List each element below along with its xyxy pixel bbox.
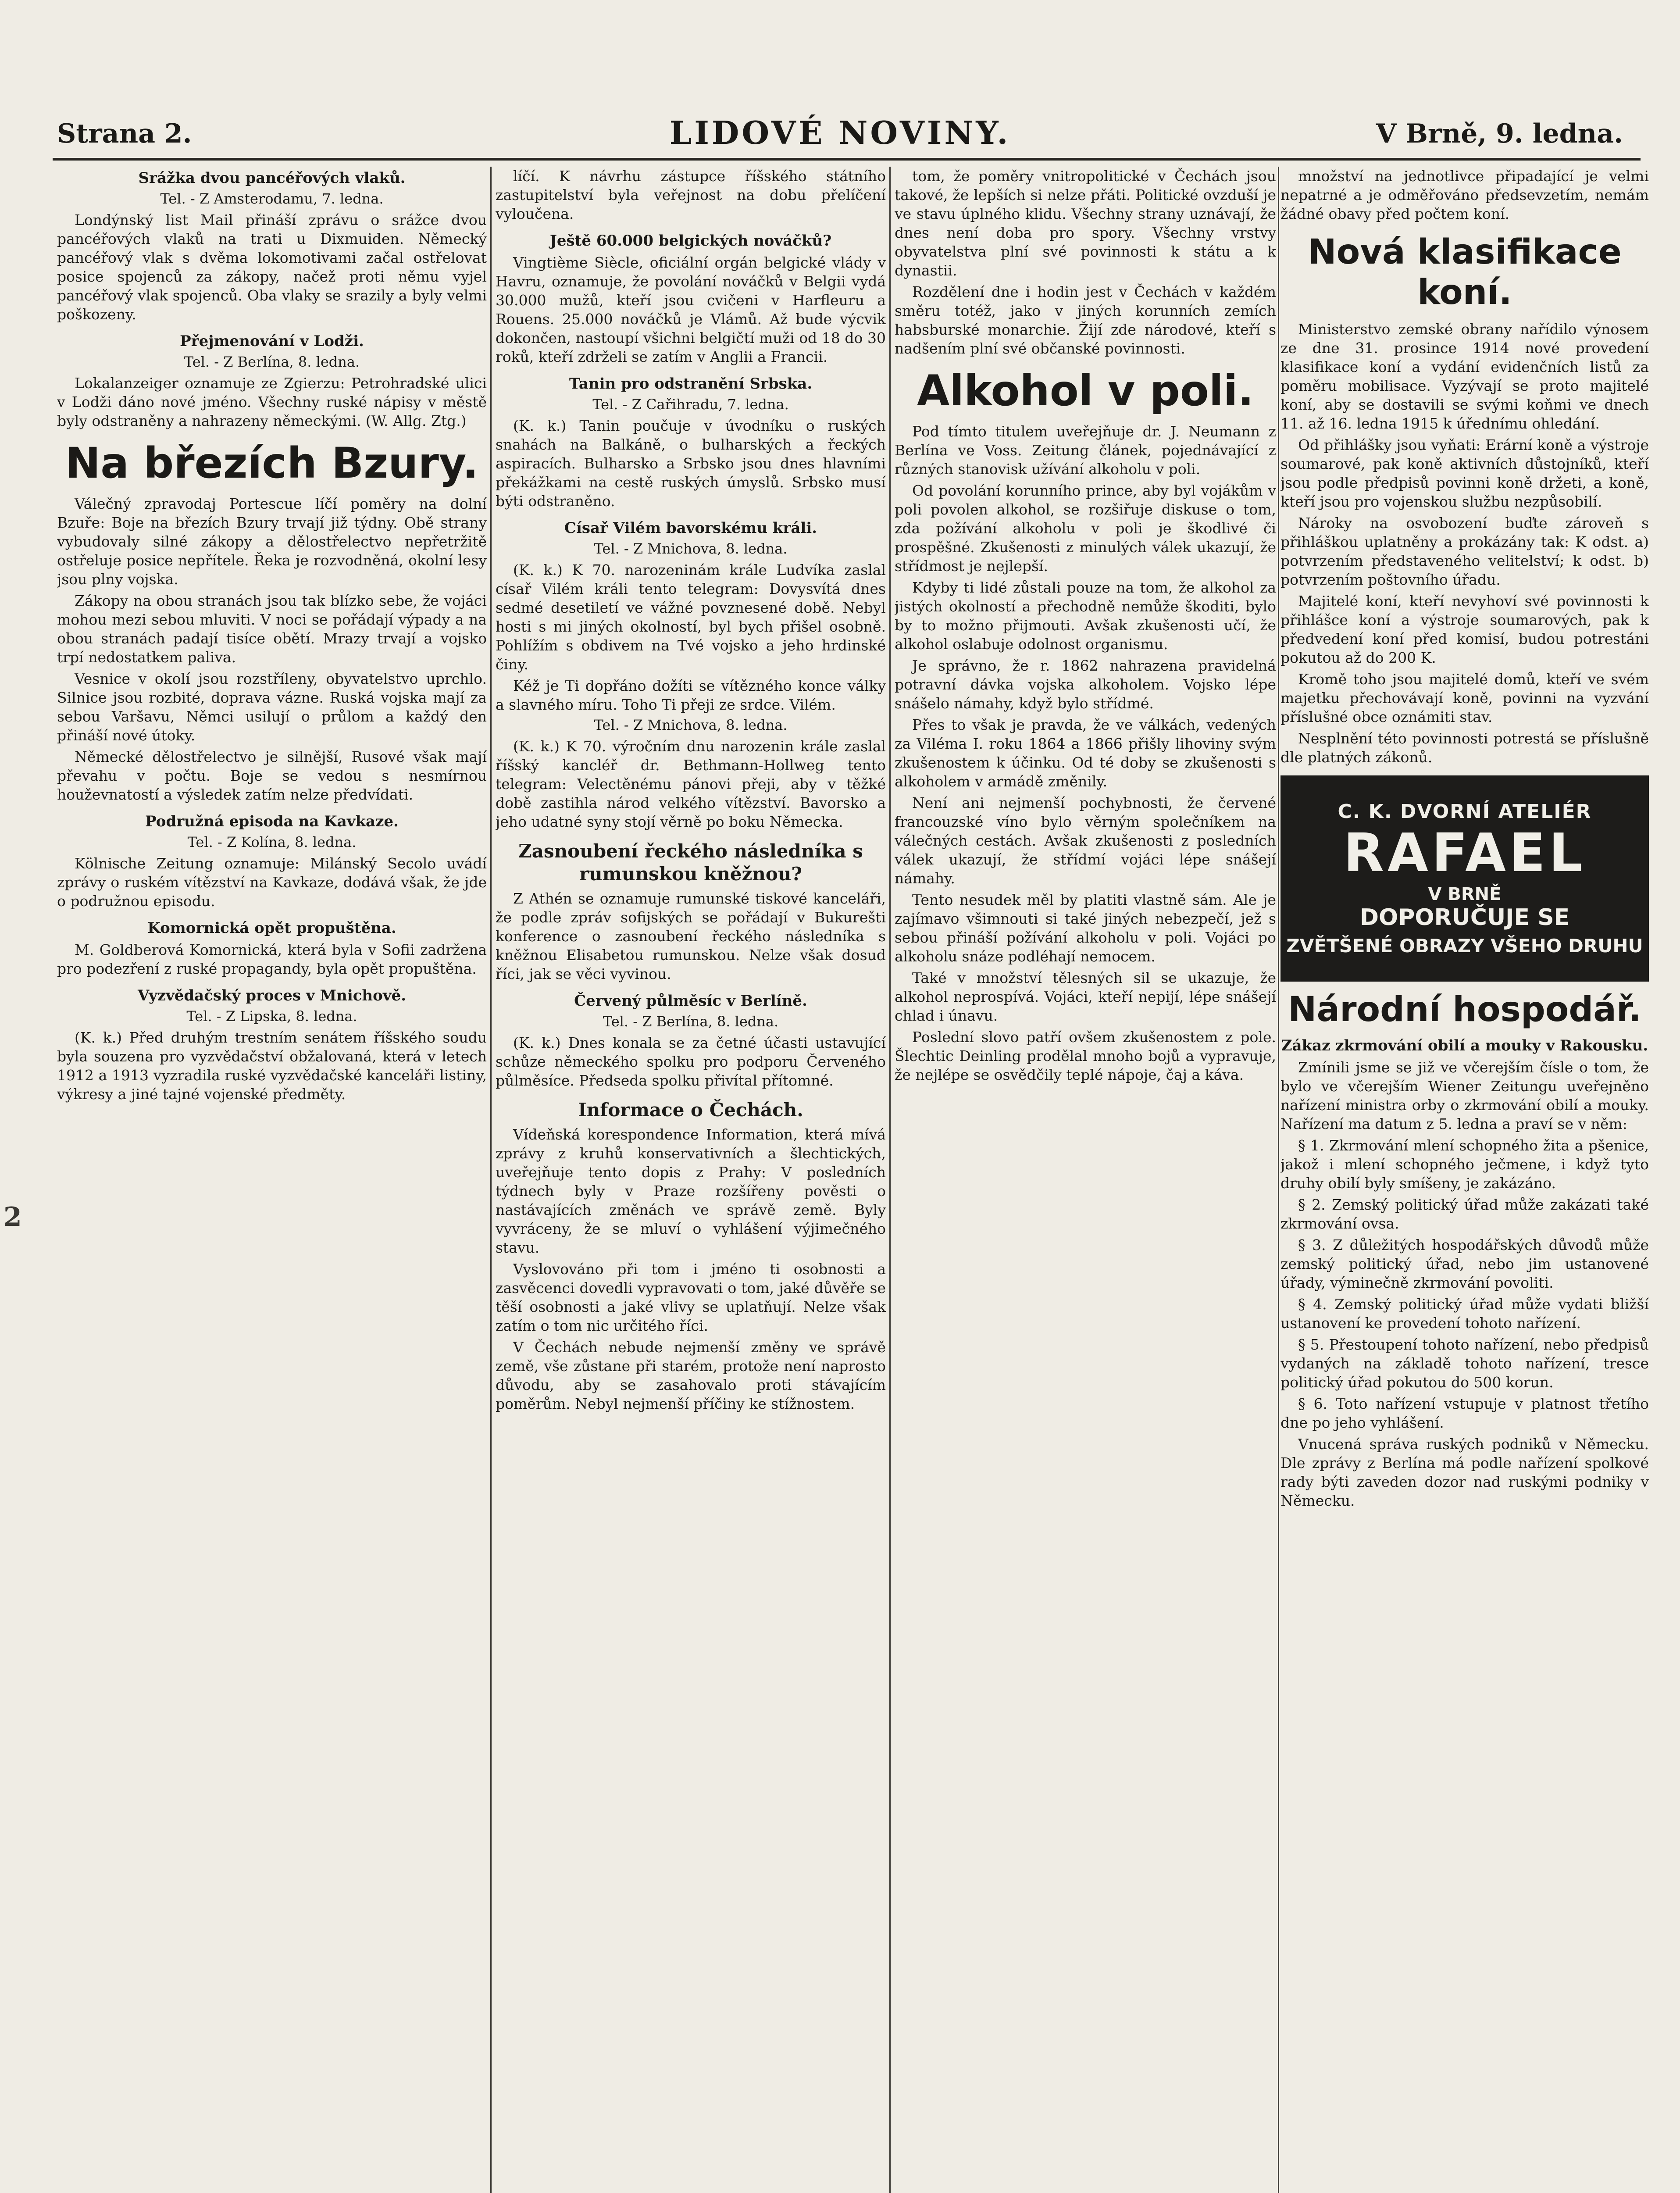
article-headline: Přejmenování v Lodži. [180,332,364,350]
article-paragraph: Kdyby ti lidé zůstali pouze na tom, že alkohol za jistých okolností a přechodně nemůže škoditi, bylo by to možno přijmouti. Avšak zkušenosti učí, že alkohol oslabuje odolnost organismu. [895,579,1276,653]
feature-headline: Na březích Bzury. [65,439,479,488]
masthead-rule [53,158,1641,161]
article-paragraph: Německé dělostřelectvo je silnější, Rusové však mají převahu v počtu. Boje se vedou s nesmírnou houževnatostí a výsledek zatím nelze předvídati. [57,748,487,803]
article-paragraph: Od povolání korunního prince, aby byl vojákům v poli povolen alkohol, se rozšiřuje diskuse o tom, zda požívání alkoholu v poli je škodlivé či prospěšné. Zkušenosti z minulých válek ukazují, že střídmost je nejlepší. [895,482,1276,575]
article-paragraph: Kromě toho jsou majitelé domů, kteří ve svém majetku přechovávají koně, povinni na vyzvání příslušné obce oznámiti stav. [1281,671,1649,725]
article [57,919,487,978]
article-headline: Zasnoubení řeckého následníka s rumunskou kněžnou? [518,840,863,885]
article-paragraph: Vingtième Siècle, oficiální orgán belgické vlády v Havru, oznamuje, že povolání nováčků v Belgii vydá 30.000 mužů, kteří jsou cvičeni v Harfleuru a Rouens. 25.000 nováčků je Vlámů. Až bude výcvik dokončen, nastoupí všichni belgičtí muži od 18 do 30 roků, kteří zdrželi se zatím v Anglii a Francii. [496,254,886,365]
article-paragraph: Přes to však je pravda, že ve válkách, vedených za Viléma I. roku 1864 a 1866 přišly lihoviny svým zkušenostem k účinku. Od té doby se zkušenosti s alkoholem v armádě změnily. [895,716,1276,790]
article-paragraph: § 2. Zemský politický úřad může zakázati také zkrmování ovsa. [1281,1196,1649,1232]
article [496,840,886,983]
article-paragraph: Nesplnění této povinnosti potrestá se příslušně dle platných zákonů. [1281,730,1649,766]
article-paragraph: Lokalanzeiger oznamuje ze Zgierzu: Petrohradské ulici v Lodži dáno nové jméno. Všechny ruské nápisy v městě byly odstraněny a nahrazeny německými. (W. Allg. Ztg.) [57,375,487,429]
article-headline: Srážka dvou pancéřových vlaků. [138,169,406,187]
article [57,987,487,1104]
article-paragraph: Ministerstvo zemské obrany nařídilo výnosem ze dne 31. prosince 1914 nové provedení klasifikace koní a vydání evidenčních listů za poměru mobilisace. Vyzývají se proto majitelé koní, aby se dostavili se svými koňmi ve dnech 11. až 16. ledna 1915 k úřednímu ohledání. [1281,321,1649,432]
ad-line: C. K. DVORNÍ ATELIÉR [1338,800,1592,823]
article-dateline: Tel. - Z Mnichova, 8. ledna. [594,540,788,557]
article-paragraph: § 1. Zkrmování mlení schopného žita a pšenice, jakož i mlení schopného ječmene, i když tyto druhy obilí byly smíšeny, je zakázáno. [1281,1137,1649,1192]
article-paragraph: Nároky na osvobození buďte zároveň s přihláškou uplatněny a prokázány tak: K odst. a) potvrzením představeného velitelství; k odst. b) potvrzením poštovního úřadu. [1281,514,1649,588]
article [496,375,886,511]
article [57,439,487,804]
ad-line: ZVĚTŠENÉ OBRAZY VŠEHO DRUHU [1286,935,1643,957]
article-paragraph: § 4. Zemský politický úřad může vydati bližší ustanovení ke provedení tohoto nařízení. [1281,1296,1649,1332]
article-headline: Císař Vilém bavorskému králi. [564,519,817,537]
article-paragraph: Není ani nejmenší pochybnosti, že červené francouzské víno bylo věrným společníkem na válečných cestách. Avšak zkušenosti z posledních válek ukazují, že střídmí vojáci lépe snášejí námahy. [895,794,1276,887]
column-4 [1281,167,1649,2193]
article-paragraph: Vyslovováno při tom i jméno ti osobnosti a zasvěcenci dovedli vypravovati o tom, jaké důvěře se těší osobnosti a jaké vlivy se uplatňují. Nelze však zatím o tom nic určitého říci. [496,1261,886,1334]
article-paragraph: Kölnische Zeitung oznamuje: Milánský Secolo uvádí zprávy o ruském vítězství na Kavkaze, dodává však, že jde o podružnou episodu. [57,855,487,910]
article [496,992,886,1090]
column-3 [895,167,1276,2193]
article-headline: Podružná episoda na Kavkaze. [145,813,399,830]
article-dateline: Tel. - Z Lipska, 8. ledna. [186,1008,357,1025]
article-headline: Zákaz zkrmování obilí a mouky v Rakousku. [1281,1037,1648,1054]
advertisement [1281,775,1649,982]
article-paragraph: M. Goldberová Komornická, která byla v Sofii zadržena pro podezření z ruské propagandy, byla opět propuštěna. [57,941,487,977]
ad-line: V BRNĚ [1428,884,1502,904]
article-paragraph: § 6. Toto nařízení vstupuje v platnost třetího dne po jeho vyhlášení. [1281,1395,1649,1431]
issue-date: V Brně, 9. ledna. [1376,118,1623,149]
article-paragraph: Z Athén se oznamuje rumunské tiskové kanceláři, že podle zpráv sofijských se pořádají v Bukurešti konference o zasnoubení řeckého následníka s kněžnou Elisabetou rumunskou. Nelze však dosud říci, jak se věci vyvinou. [496,890,886,982]
column-1 [57,167,487,2193]
article-headline: Červený půlměsíc v Berlíně. [574,992,807,1010]
article-paragraph: (K. k.) K 70. výročním dnu narozenin krále zaslal říšský kancléř dr. Bethmann-Hollweg tento telegram: Velectěnému pánovi přeji, aby v těžké době zastihla národ velkého vítězství. Bavorsko a jeho udatné syny stojí věrně po boku Německa. [496,738,886,830]
article-paragraph: Také v množství tělesných sil se ukazuje, že alkohol neprospívá. Vojáci, kteří nepijí, lépe snášejí chlad i únavu. [895,969,1276,1024]
article-paragraph: V Čechách nebude nejmenší změny ve správě země, vše zůstane při starém, protože není naprosto důvodu, aby se zasahovalo proti stávajícím poměrům. Nebyl nejmenší příčiny ke stížnostem. [496,1339,886,1412]
article-paragraph: Je správno, že r. 1862 nahrazena pravidelná potravní dávka vojska alkoholem. Vojsko lépe snášelo námahy, když bylo střídmé. [895,657,1276,712]
article [496,519,886,831]
article [57,813,487,911]
article-paragraph: Majitelé koní, kteří nevyhoví své povinnosti k přihlášce koní a výstroje soumarových, pak k předvedení koní před komisí, budou potrestáni pokutou až do 200 K. [1281,593,1649,666]
article [57,169,487,324]
column-divider [490,167,492,2193]
column-divider [889,167,891,2193]
article-paragraph: Zákopy na obou stranách jsou tak blízko sebe, že vojáci mohou mezi sebou mluviti. V noci se pořádají výpady a na obou stranách padají tisíce obětí. Mrazy trvají a vojsko trpí nedostatkem paliva. [57,592,487,666]
article-paragraph: tom, že poměry vnitropolitické v Čechách jsou takové, že lepších si nelze přáti. Politické ovzduší je ve stavu úplného klidu. Všechny strany uznávají, že dnes není doba pro spory. Všechny vrstvy obyvatelstva plní své povinnosti k státu a k dynastii. [895,168,1276,279]
article [1281,167,1649,223]
article-paragraph: líčí. K návrhu zástupce říšského státního zastupitelství byla veřejnost na dobu přelíčení vyloučena. [496,168,886,222]
article-paragraph: Zmínili jsme se již ve včerejším čísle o tom, že bylo ve včerejším Wiener Zeitungu uveřejněno nařízení ministra orby o zkrmování obilí a mouky. Nařízení ma datum z 5. ledna a praví se v něm: [1281,1059,1649,1132]
article-headline: Informace o Čechách. [578,1099,803,1121]
article-paragraph: Válečný zpravodaj Portescue líčí poměry na dolní Bzuře: Boje na březích Bzury trvají již týdny. Obě strany vybudovaly silné zákopy a dělostřelectvo nepřetržitě ostřeluje posice nepřítele. Řeka je rozvodněná, okolní lesy jsou plny vojska. [57,495,487,588]
article-headline: Tanin pro odstranění Srbska. [569,375,813,393]
article-dateline: Tel. - Z Berlína, 8. ledna. [603,1013,779,1030]
article-paragraph: Vnucená správa ruských podniků v Německu. Dle zprávy z Berlína má podle nařízení spolkové rady býti zaveden dozor nad ruskými podniky v Německu. [1281,1436,1649,1509]
feature-headline: Nová klasifikace koní. [1308,232,1622,312]
newspaper-title: LIDOVÉ NOVINY. [669,114,1011,151]
column-divider [1278,167,1279,2193]
feature-headline: Alkohol v poli. [917,366,1254,415]
article-paragraph: (K. k.) Před druhým trestním senátem říšského soudu byla souzena pro vyzvědačství obžalovaná, která v letech 1912 a 1913 vyzradila ruské vyzvědačské kanceláři listiny, výkresy a jiné tajné vojenské předměty. [57,1029,487,1103]
article-paragraph: Pod tímto titulem uveřejňuje dr. J. Neumann z Berlína ve Voss. Zeitung článek, pojednávající z různých stanovisk užívání alkoholu v poli. [895,423,1276,478]
article-dateline: Tel. - Z Cařihradu, 7. ledna. [592,396,789,413]
article-paragraph: Vesnice v okolí jsou rozstříleny, obyvatelstvo uprchlo. Silnice jsou rozbité, doprava vázne. Ruská vojska mají za sebou Varšavu, Němci usilují o průlom a každý den přináší nové útoky. [57,670,487,744]
masthead [57,110,1623,158]
article [57,332,487,430]
article-dateline: Tel. - Z Mnichova, 8. ledna. [594,717,788,733]
article-dateline: Tel. - Z Berlína, 8. ledna. [184,354,360,370]
article-paragraph: množství na jednotlivce připadající je velmi nepatrné a je odměřováno předsevzetím, nemám žádné obavy před počtem koní. [1281,168,1649,222]
article [895,367,1276,1084]
article-paragraph: Tento nesudek měl by platiti vlastně sám. Ale je zajímavo všimnouti si také jiných nebezpečí, jež s sebou přináší požívání alkoholu v poli. Vojáci po alkoholu snáze podléhají nemocem. [895,891,1276,965]
article-dateline: Tel. - Z Kolína, 8. ledna. [187,834,357,850]
article [496,1099,886,1413]
article-paragraph: Londýnský list Mail přináší zprávu o srážce dvou pancéřových vlaků na trati u Dixmuiden. Německý pancéřový vlak s dvěma lokomotivami začal ostřelovat posice spojenců za zákopy, načež proti němu vyjel pancéřový vlak spojenců. Oba vlaky se srazily a byly velmi poškozeny. [57,211,487,323]
article-headline: Vyzvědačský proces v Mnichově. [137,987,407,1004]
article-paragraph: § 3. Z důležitých hospodářských důvodů může zemský politický úřad, nebo jim ustanovené úřady, výminečně zkrmování povoliti. [1281,1236,1649,1291]
page-number: Strana 2. [57,118,192,149]
article [496,167,886,223]
article-paragraph: § 5. Přestoupení tohoto nařízení, nebo předpisů vydaných na základě tohoto nařízení, tresce politický úřad pokutou do 500 korun. [1281,1336,1649,1391]
article [1281,989,1649,1510]
article-paragraph: (K. k.) Tanin poučuje v úvodníku o ruských snahách na Balkáně, o bulharských a řeckých aspiracích. Bulharsko a Srbsko jsou dnes hlavními překážkami na cestě ruských úmyslů. Srbsko musí býti odstraněno. [496,417,886,510]
article [895,167,1276,358]
article-paragraph: Od přihlášky jsou vyňati: Erární koně a výstroje soumarové, pak koně aktivních důstojníků, kteří jsou podle předpisů povinni koně držeti, a koně, kteří jsou pro vojenskou službu nezpůsobilí. [1281,436,1649,510]
margin-mark: 2 [4,1202,22,1232]
column-2 [496,167,886,2193]
article-paragraph: Poslední slovo patří ovšem zkušenostem z pole. Šlechtic Deinling prodělal mnoho bojů a vypravuje, že nejlépe se osvědčily teplé nápoje, čaj a káva. [895,1029,1276,1083]
article-paragraph: (K. k.) Dnes konala se za četné účasti ustavující schůze německého spolku pro podporu Červeného půlměsíce. Předseda spolku přivítal přítomné. [496,1034,886,1089]
feature-headline: Národní hospodář. [1288,990,1641,1029]
article-paragraph: Vídeňská korespondence Information, která mívá zprávy z kruhů konservativních a šlechtických, uveřejňuje tento dopis z Prahy: V posledních týdnech byly v Praze rozšířeny pověsti o nastávajících změnách ve správě země. Byly vyvráceny, že se mluví o vyhlášení výjimečného stavu. [496,1126,886,1256]
article [1281,232,1649,767]
ad-logo: RAFAEL [1343,823,1586,884]
article [496,232,886,366]
article-paragraph: (K. k.) K 70. narozeninám krále Ludvíka zaslal císař Vilém králi tento telegram: Dovysvítá dnes sedmé desetiletí ve vážné povznesené době. Nebyl hosti s mi jiných okolností, byl bych přišel osobně. Pohlížím s obdivem na Tvé vojsko a jeho hrdinské činy. [496,561,886,673]
article-headline: Komornická opět propuštěna. [147,919,396,937]
article-paragraph: Rozdělení dne i hodin jest v Čechách v každém směru totéž, jako v jiných korunních zemích habsburské monarchie. Žijí zde národové, kteří s nadšením plní své občanské povinnosti. [895,283,1276,357]
ad-line: DOPORUČUJE SE [1359,904,1570,931]
article-paragraph: Kéž je Ti dopřáno dožíti se vítězného konce války a slavného míru. Toho Ti přeji ze srdce. Vilém. [496,677,886,713]
article-dateline: Tel. - Z Amsterodamu, 7. ledna. [160,190,384,207]
article-headline: Ještě 60.000 belgických nováčků? [549,232,832,250]
